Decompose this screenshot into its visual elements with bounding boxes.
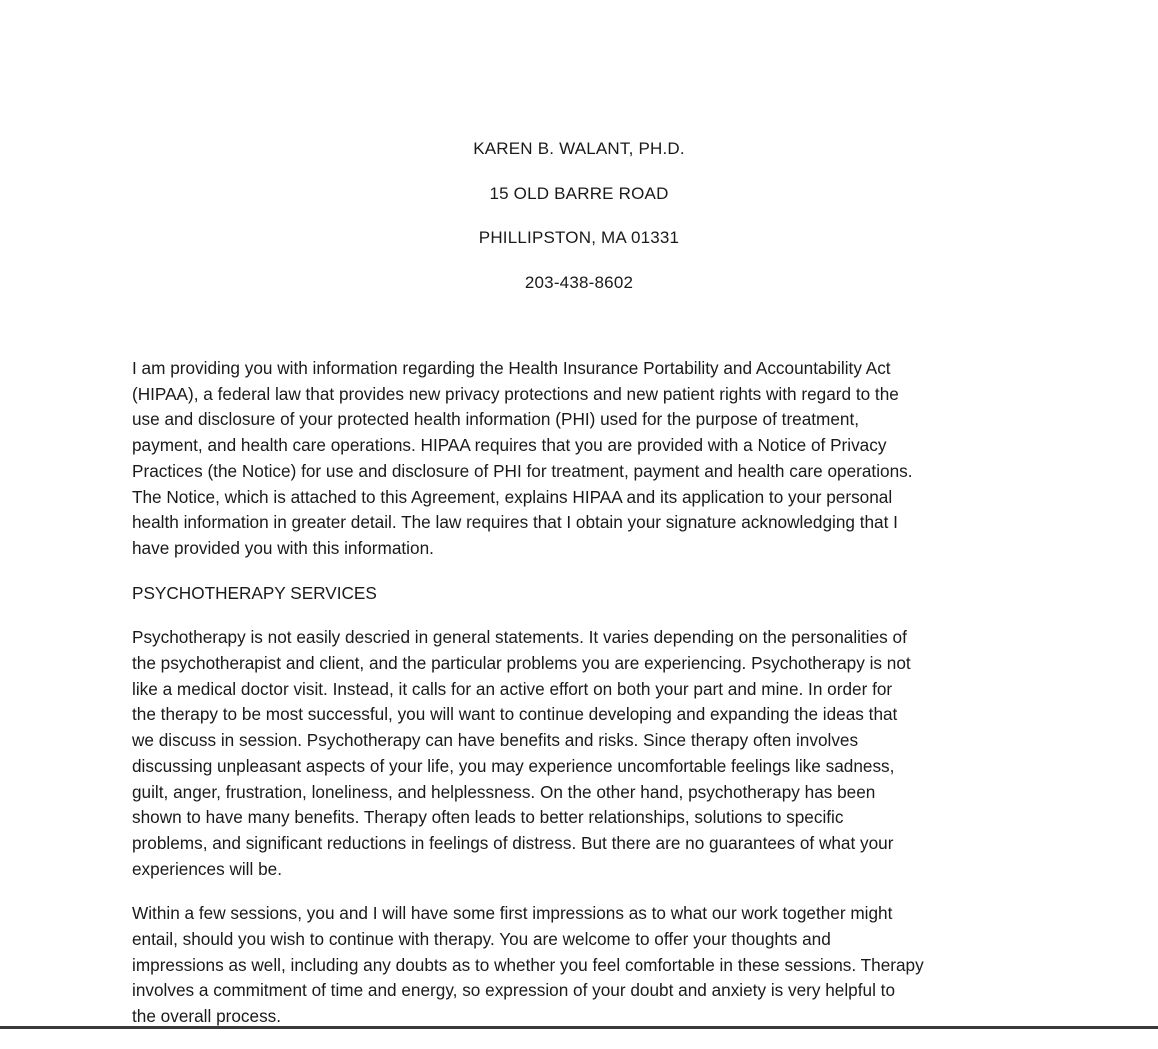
paragraph-line: guilt, anger, frustration, loneliness, and helplessness. On the other hand, psychotherapy has been (132, 781, 876, 802)
paragraph-line: impressions as well, including any doubts as to whether you feel comfortable in these sessions. Therapy (132, 954, 924, 975)
city-state-zip: PHILLIPSTON, MA 01331 (478, 228, 680, 248)
paragraph-line: use and disclosure of your protected health information (PHI) used for the purpose of treatment, (132, 409, 860, 430)
practitioner-name: KAREN B. WALANT, PH.D. (473, 139, 685, 158)
sessions-paragraph (132, 901, 1022, 1030)
paragraph-line: payment, and health care operations. HIPAA requires that you are provided with a Notice of Privacy (132, 435, 887, 456)
paragraph-line: we discuss in session. Psychotherapy can have benefits and risks. Since therapy often involves (132, 730, 859, 751)
paragraph-line: problems, and significant reductions in feelings of distress. But there are no guarantees of what your (132, 832, 894, 853)
paragraph-line: shown to have many benefits. Therapy often leads to better relationships, solutions to specific (132, 807, 844, 828)
paragraph-line: (HIPAA), a federal law that provides new privacy protections and new patient rights with regard to the (132, 383, 899, 404)
paragraph-line: the overall process. (132, 1006, 282, 1027)
intro-paragraph (132, 356, 1022, 562)
paragraph-line: like a medical doctor visit. Instead, it calls for an active effort on both your part and mine. In order for (132, 678, 893, 699)
paragraph-line: the psychotherapist and client, and the particular problems you are experiencing. Psychotherapy is not (132, 653, 911, 674)
paragraph-line: I am providing you with information regarding the Health Insurance Portability and Accountability Act (132, 358, 891, 378)
paragraph-line: discussing unpleasant aspects of your life, you may experience uncomfortable feelings like sadness, (132, 755, 895, 776)
paragraph-line: experiences will be. (132, 858, 282, 879)
paragraph-line: health information in greater detail. The law requires that I obtain your signature acknowledging that I (132, 512, 898, 533)
paragraph-line: entail, should you wish to continue with therapy. You are welcome to offer your thoughts and (132, 929, 831, 950)
paragraph-line: the therapy to be most successful, you will want to continue developing and expanding the ideas that (132, 704, 898, 725)
section-heading: PSYCHOTHERAPY SERVICES (132, 582, 377, 603)
street-address: 15 OLD BARRE ROAD (489, 183, 669, 203)
paragraph-line: Within a few sessions, you and I will have some first impressions as to what our work together might (132, 903, 893, 924)
psychotherapy-paragraph (132, 625, 1022, 882)
paragraph-line: Practices (the Notice) for use and disclosure of PHI for treatment, payment and health care operations. (132, 460, 913, 481)
paragraph-line: have provided you with this information. (132, 537, 434, 558)
letterhead (0, 134, 1158, 313)
paragraph-line: The Notice, which is attached to this Agreement, explains HIPAA and its application to your personal (132, 486, 893, 507)
phone-number: 203-438-8602 (524, 273, 634, 293)
document-body (132, 356, 1022, 1049)
paragraph-line: Psychotherapy is not easily descried in general statements. It varies depending on the personalities of (132, 627, 907, 648)
paragraph-line: involves a commitment of time and energy, so expression of your doubt and anxiety is very helpful to (132, 980, 896, 1001)
